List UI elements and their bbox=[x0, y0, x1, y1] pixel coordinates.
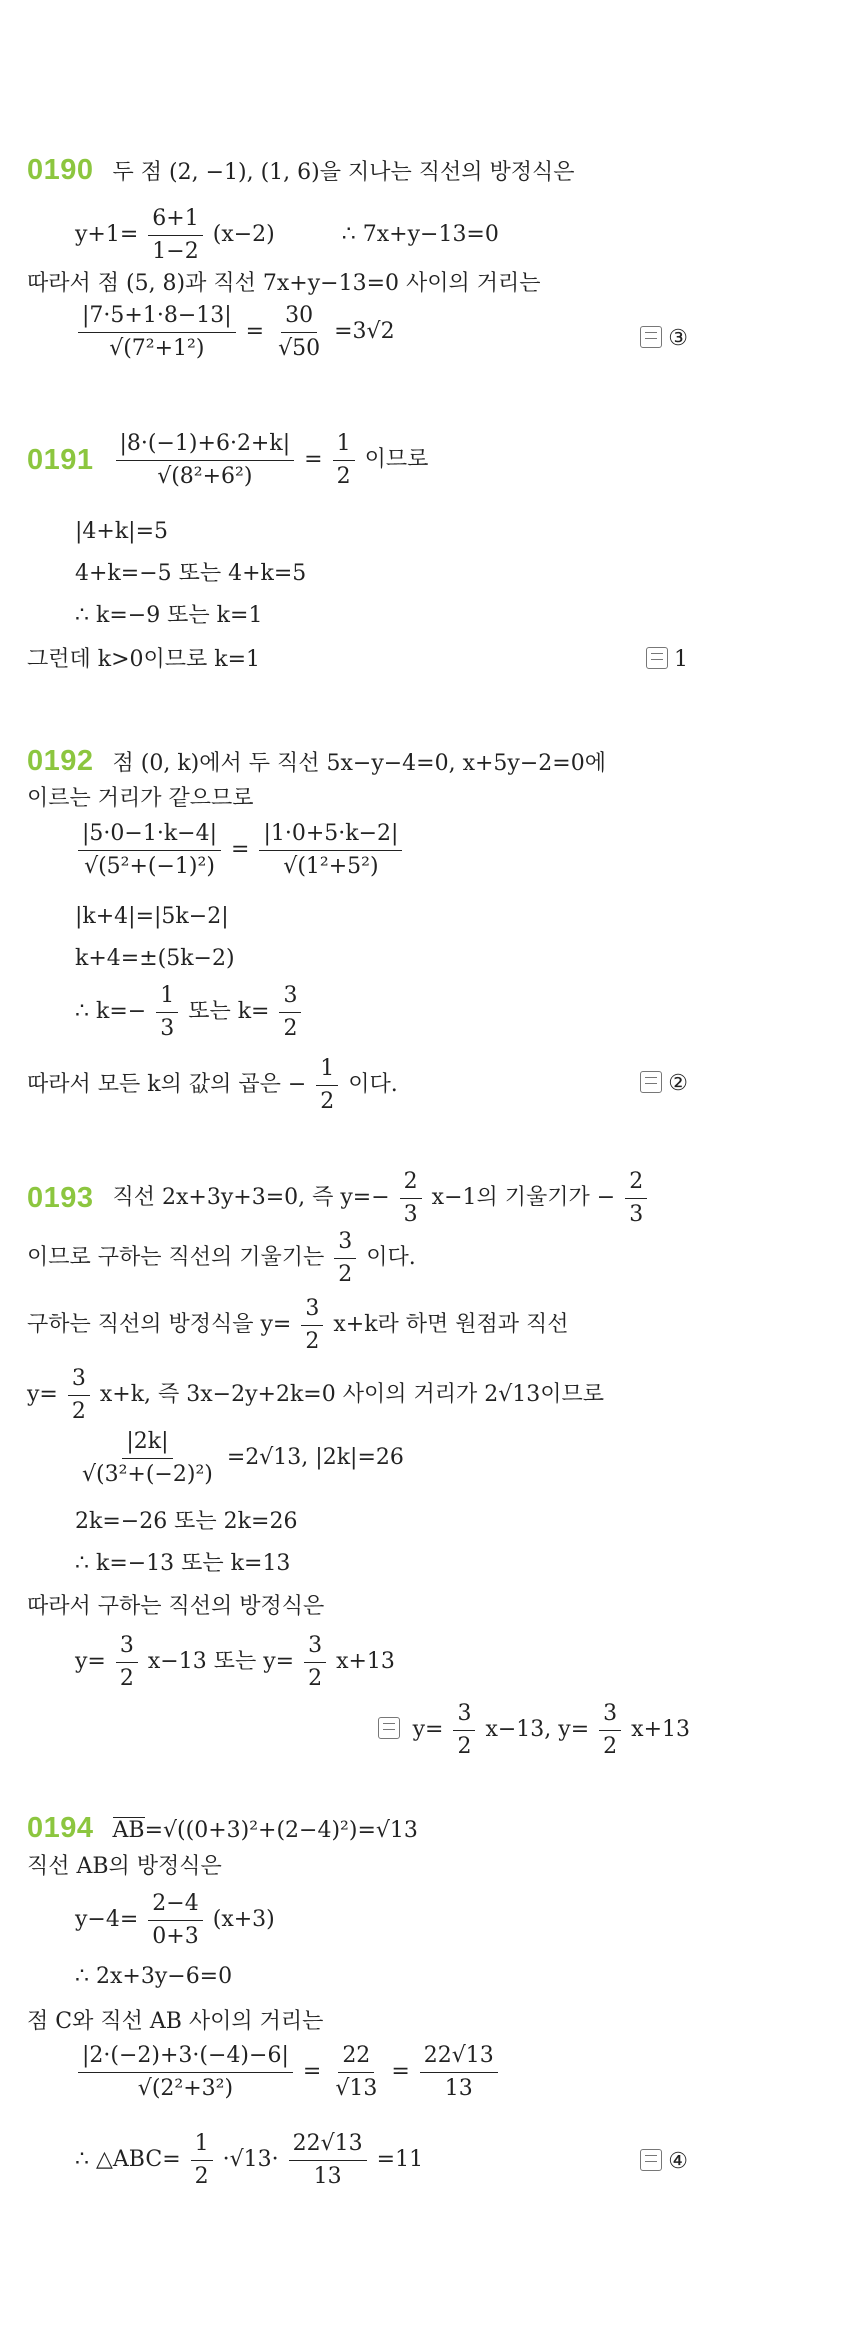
numerator: 3 bbox=[334, 1228, 356, 1259]
answer-icon bbox=[646, 647, 668, 669]
denominator: 0+3 bbox=[152, 1923, 199, 1949]
numerator: 3 bbox=[304, 1632, 326, 1663]
denominator: 2 bbox=[71, 1398, 86, 1424]
answer-icon bbox=[640, 1071, 662, 1093]
text-part: 또는 k= bbox=[188, 999, 270, 1024]
text-line: ∴ k=−9 또는 k=1 bbox=[75, 603, 263, 628]
eq-rhs: (x−2) bbox=[212, 222, 275, 247]
numerator: |2k| bbox=[122, 1428, 172, 1459]
denominator: √(2²+3²) bbox=[137, 2075, 234, 2101]
numerator: |2·(−2)+3·(−4)−6| bbox=[78, 2042, 293, 2073]
text-part: x+k라 하면 원점과 직선 bbox=[333, 1312, 569, 1337]
text-part: y−4= bbox=[75, 1907, 139, 1932]
text-part: x−13 또는 y= bbox=[147, 1649, 295, 1674]
text-part: =11 bbox=[376, 2147, 424, 2172]
numerator: 22√13 bbox=[289, 2130, 367, 2161]
problem-0194-intro bbox=[27, 1810, 418, 1846]
text-line: |k+4|=|5k−2| bbox=[75, 904, 229, 929]
fraction bbox=[116, 430, 295, 490]
answer-icon bbox=[640, 326, 662, 348]
text-part: ∴ △ABC= bbox=[75, 2147, 181, 2172]
solution-line bbox=[75, 982, 304, 1042]
fraction bbox=[259, 820, 402, 880]
text-line: 따라서 점 (5, 8)과 직선 7x+y−13=0 사이의 거리는 bbox=[27, 271, 541, 296]
fraction bbox=[331, 2042, 381, 2102]
text-part: x−1의 기울기가 − bbox=[431, 1185, 616, 1210]
text-line: k+4=±(5k−2) bbox=[75, 946, 235, 971]
problem-0190-intro bbox=[27, 152, 574, 188]
eq-lhs: y+1= bbox=[75, 222, 139, 247]
denominator: √(8²+6²) bbox=[157, 463, 253, 489]
eq-result: ∴ 7x+y−13=0 bbox=[341, 222, 499, 247]
problem-number: 0190 bbox=[27, 154, 94, 186]
text-part: =√((0+3)²+(2−4)²)=√13 bbox=[144, 1818, 418, 1843]
distance-line bbox=[75, 2042, 501, 2102]
answer-mark bbox=[378, 1700, 690, 1760]
product-line bbox=[27, 1055, 398, 1115]
text-part: 이다. bbox=[348, 1072, 398, 1097]
denominator: 2 bbox=[457, 1733, 472, 1759]
text-part: 따라서 모든 k의 값의 곱은 − bbox=[27, 1072, 307, 1097]
numerator: 6+1 bbox=[148, 205, 202, 236]
denominator: 2 bbox=[336, 463, 351, 489]
numerator: 22 bbox=[338, 2042, 374, 2073]
numerator: 3 bbox=[301, 1295, 323, 1326]
text-line: 점 C와 직선 AB 사이의 거리는 bbox=[27, 2009, 324, 2034]
intro-text: 점 (0, k)에서 두 직선 5x−y−4=0, x+5y−2=0에 bbox=[112, 751, 606, 776]
denominator: 13 bbox=[313, 2163, 342, 2189]
numerator: 1 bbox=[191, 2130, 213, 2161]
final-equations bbox=[75, 1632, 395, 1692]
answer-value: ④ bbox=[668, 2149, 688, 2174]
denominator: 3 bbox=[629, 1201, 644, 1227]
denominator: √(5²+(−1)²) bbox=[84, 853, 215, 879]
numerator: 3 bbox=[599, 1700, 621, 1731]
text-part: ·√13· bbox=[222, 2147, 279, 2172]
answer-mark bbox=[640, 1070, 688, 1098]
problem-number: 0191 bbox=[27, 443, 94, 476]
equals: = bbox=[302, 2059, 322, 2084]
fraction bbox=[156, 982, 178, 1042]
numerator: 3 bbox=[279, 982, 301, 1013]
equation-setup bbox=[27, 1295, 569, 1355]
fraction bbox=[334, 1228, 356, 1288]
numerator: 22√13 bbox=[420, 2042, 498, 2073]
answer-mark bbox=[640, 325, 688, 353]
denominator: 2 bbox=[308, 1665, 323, 1691]
distance-eq bbox=[75, 1428, 404, 1488]
numerator: 2−4 bbox=[148, 1890, 202, 1921]
numerator: 1 bbox=[333, 430, 355, 461]
denominator: 2 bbox=[305, 1328, 320, 1354]
denominator: 3 bbox=[160, 1015, 175, 1041]
fraction bbox=[316, 1055, 338, 1115]
distance-equality bbox=[75, 820, 405, 880]
denominator: 13 bbox=[444, 2075, 473, 2101]
denominator: √(7²+1²) bbox=[109, 335, 205, 361]
fraction bbox=[148, 205, 202, 265]
equals: = bbox=[231, 837, 250, 862]
text-part: ∴ k=− bbox=[75, 999, 147, 1024]
text-part: x−13, y= bbox=[485, 1717, 590, 1742]
text-part: y= bbox=[412, 1717, 444, 1742]
text-line: 따라서 구하는 직선의 방정식은 bbox=[27, 1594, 325, 1619]
fraction bbox=[420, 2042, 498, 2102]
fraction bbox=[279, 982, 301, 1042]
denominator: 2 bbox=[194, 2163, 209, 2189]
numerator: |8·(−1)+6·2+k| bbox=[116, 430, 295, 461]
text-line: 그런데 k>0이므로 k=1 bbox=[27, 647, 261, 672]
fraction bbox=[78, 302, 236, 362]
suffix-text: 이므로 bbox=[364, 447, 429, 472]
fraction bbox=[116, 1632, 138, 1692]
denominator: 2 bbox=[119, 1665, 134, 1691]
fraction bbox=[68, 1365, 90, 1425]
equals: = bbox=[245, 319, 265, 344]
fraction bbox=[400, 1168, 422, 1228]
denominator: 2 bbox=[320, 1088, 335, 1114]
intro-text: 두 점 (2, −1), (1, 6)을 지나는 직선의 방정식은 bbox=[112, 160, 575, 185]
text-line: |4+k|=5 bbox=[75, 519, 169, 544]
fraction bbox=[625, 1168, 647, 1228]
denominator: 2 bbox=[338, 1261, 353, 1287]
denominator: 2 bbox=[283, 1015, 298, 1041]
equation-line bbox=[75, 205, 499, 265]
problem-number: 0193 bbox=[27, 1181, 94, 1214]
denominator: √(1²+5²) bbox=[283, 853, 379, 879]
fraction bbox=[304, 1632, 326, 1692]
fraction bbox=[148, 1890, 202, 1950]
text-part: 직선 2x+3y+3=0, 즉 y=− bbox=[112, 1185, 390, 1210]
answer-value: ③ bbox=[668, 326, 688, 351]
text-part: 이므로 구하는 직선의 기울기는 bbox=[27, 1245, 325, 1270]
numerator: 3 bbox=[453, 1700, 475, 1731]
denominator: √13 bbox=[335, 2075, 378, 2101]
numerator: 1 bbox=[156, 982, 178, 1013]
denominator: 3 bbox=[403, 1201, 418, 1227]
text-part: x+13 bbox=[631, 1717, 690, 1742]
text-part: x+k, 즉 3x−2y+2k=0 사이의 거리가 2√13이므로 bbox=[99, 1382, 604, 1407]
numerator: 30 bbox=[281, 302, 317, 333]
numerator: 2 bbox=[625, 1168, 647, 1199]
line-equation bbox=[75, 1890, 275, 1950]
numerator: |5·0−1·k−4| bbox=[78, 820, 221, 851]
problem-0191-intro bbox=[27, 430, 428, 490]
denominator: 1−2 bbox=[152, 238, 199, 264]
text-part: y= bbox=[75, 1649, 106, 1674]
distance-line bbox=[75, 302, 395, 362]
result: =3√2 bbox=[334, 319, 395, 344]
answer-icon bbox=[378, 1717, 400, 1739]
text-line: 직선 AB의 방정식은 bbox=[27, 1854, 222, 1879]
problem-0192-intro bbox=[27, 743, 606, 779]
problem-0193-intro bbox=[27, 1168, 650, 1228]
fraction bbox=[78, 1428, 217, 1488]
fraction bbox=[78, 820, 221, 880]
text-part: =2√13, |2k|=26 bbox=[226, 1445, 404, 1470]
text-part: 이다. bbox=[366, 1245, 416, 1270]
numerator: |7·5+1·8−13| bbox=[78, 302, 236, 333]
equals: = bbox=[304, 447, 323, 472]
answer-icon bbox=[640, 2149, 662, 2171]
fraction bbox=[453, 1700, 475, 1760]
fraction bbox=[289, 2130, 367, 2190]
text-part: y= bbox=[27, 1382, 58, 1407]
text-line: 2k=−26 또는 2k=26 bbox=[75, 1509, 298, 1534]
numerator: 3 bbox=[116, 1632, 138, 1663]
answer-mark bbox=[646, 646, 688, 674]
answer-value: 1 bbox=[674, 647, 688, 672]
text-line: ∴ k=−13 또는 k=13 bbox=[75, 1551, 291, 1576]
fraction bbox=[599, 1700, 621, 1760]
denominator: 2 bbox=[603, 1733, 618, 1759]
answer-value: ② bbox=[668, 1071, 688, 1096]
numerator: 2 bbox=[400, 1168, 422, 1199]
problem-number: 0192 bbox=[27, 745, 94, 777]
denominator: √(3²+(−2)²) bbox=[82, 1461, 213, 1487]
distance-condition bbox=[27, 1365, 604, 1425]
text-part: (x+3) bbox=[212, 1907, 275, 1932]
text-part: 구하는 직선의 방정식을 y= bbox=[27, 1312, 292, 1337]
fraction bbox=[78, 2042, 293, 2102]
answer-mark bbox=[640, 2148, 688, 2176]
denominator: √50 bbox=[278, 335, 321, 361]
numerator: 3 bbox=[68, 1365, 90, 1396]
text-line: ∴ 2x+3y−6=0 bbox=[75, 1964, 233, 1989]
numerator: 1 bbox=[316, 1055, 338, 1086]
numerator: |1·0+5·k−2| bbox=[259, 820, 402, 851]
fraction bbox=[301, 1295, 323, 1355]
text-part: x+13 bbox=[336, 1649, 395, 1674]
text-line: 4+k=−5 또는 4+k=5 bbox=[75, 561, 307, 586]
slope-line bbox=[27, 1228, 416, 1288]
segment-label: AB bbox=[112, 1818, 145, 1843]
problem-number: 0194 bbox=[27, 1812, 94, 1844]
fraction bbox=[333, 430, 355, 490]
fraction bbox=[191, 2130, 213, 2190]
area-line bbox=[75, 2130, 423, 2190]
fraction bbox=[274, 302, 324, 362]
text-line: 이르는 거리가 같으므로 bbox=[27, 786, 254, 811]
equals: = bbox=[391, 2059, 410, 2084]
